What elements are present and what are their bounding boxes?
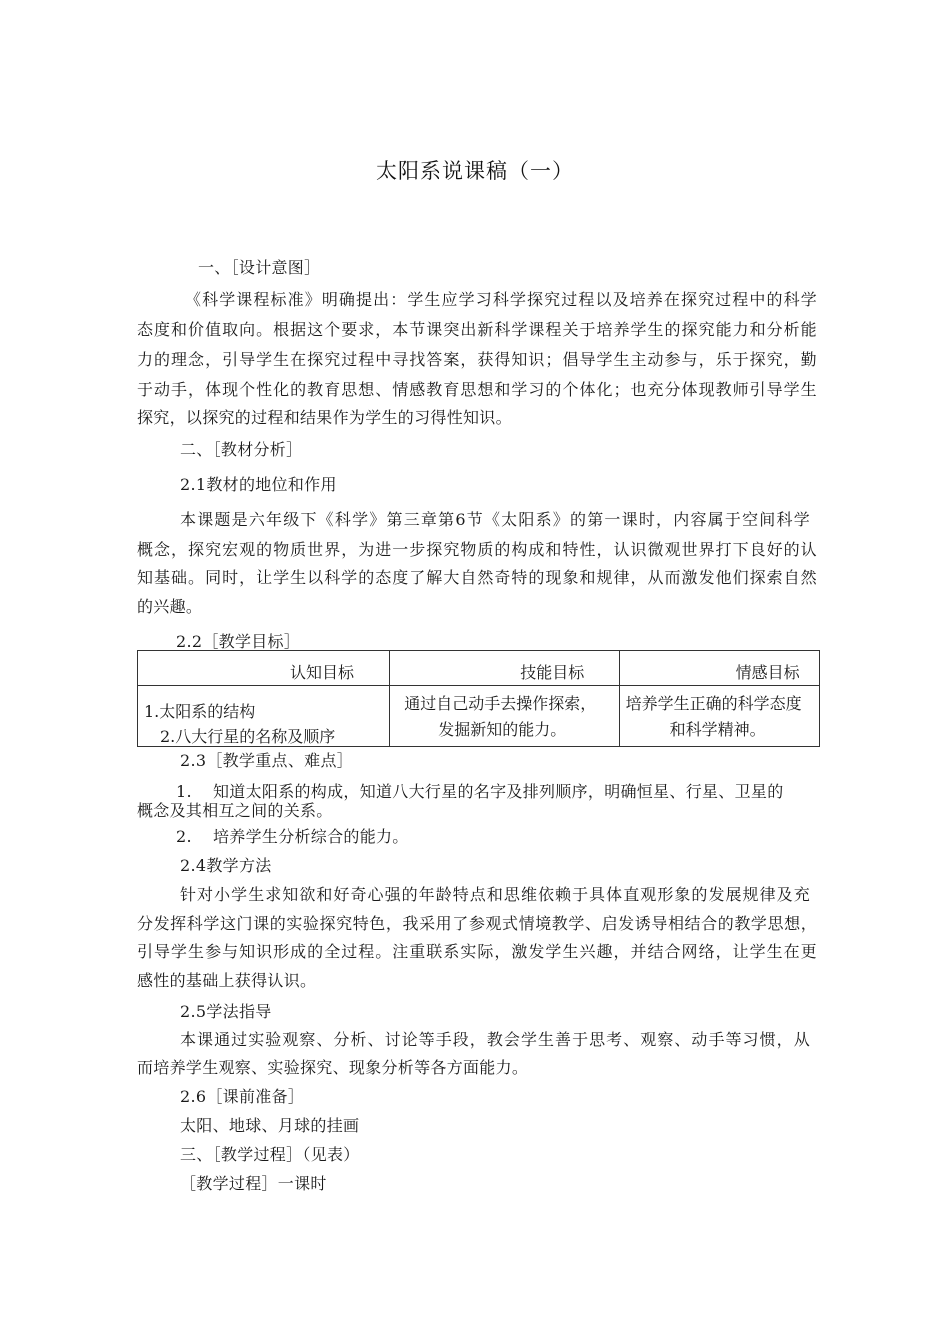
s2-5-para-line: 本课通过实验观察、分析、讨论等手段，教会学生善于思考、观察、动手等习惯，从 [180,1030,810,1049]
subsection-2-3: 2.3［教学重点、难点］ [180,751,354,770]
skill-goal-line-1: 通过自己动手去操作探索， [404,694,597,713]
section-3-sub: ［教学过程］一课时 [180,1174,327,1193]
table-header-cell [138,651,390,686]
s2-para-line: 知基础。同时，让学生以科学的态度了解大自然奇特的现象和规律，从而激发他们探索自然 [137,568,817,587]
point-2-line: 培养学生分析综合的能力。 [213,827,409,846]
emotion-goal-line-2: 和科学精神。 [669,720,766,739]
section-1-heading: 一、［设计意图］ [198,258,321,277]
table-row [138,686,820,747]
subsection-2-1: 2.1教材的地位和作用 [180,475,337,494]
s1-para-line: 《科学课程标准》明确提出：学生应学习科学探究过程以及培养在探究过程中的科学 [185,290,817,309]
s1-para-line: 于动手，体现个性化的教育思想、情感教育思想和学习的个体化；也充分体现教师引导学生 [137,380,817,399]
cognitive-goal-2: 2.八大行星的名称及顺序 [160,727,336,746]
subsection-2-5: 2.5学法指导 [180,1002,272,1021]
emotion-goal-line-1: 培养学生正确的科学态度 [625,694,802,713]
s2-4-para-line: 分发挥科学这门课的实验探究特色，我采用了参观式情境教学、启发诱导相结合的教学思想， [137,914,817,933]
s1-para-line: 力的理念，引导学生在探究过程中寻找答案，获得知识；倡导学生主动参与，乐于探究，勤 [137,350,817,369]
s1-para-line: 态度和价值取向。根据这个要求，本节课突出新科学课程关于培养学生的探究能力和分析能 [137,320,817,339]
table-header-row [138,651,820,686]
page-title: 太阳系说课稿（一） [376,159,574,183]
skill-goal-line-2: 发掘新知的能力。 [438,720,567,739]
section-3-heading: 三、［教学过程］（见表） [180,1145,360,1164]
cognitive-goal-1: 1.太阳系的结构 [144,702,256,721]
table-header-cell [390,651,619,686]
point-1-line: 知道太阳系的构成，知道八大行星的名字及排列顺序，明确恒星、行星、卫星的 [213,782,784,801]
point-1-line: 概念及其相互之间的关系。 [137,801,333,820]
section-2-heading: 二、［教材分析］ [180,440,303,459]
subsection-2-6: 2.6［课前准备］ [180,1087,305,1106]
table-cell [138,686,390,747]
s2-para-line: 概念，探究宏观的物质世界，为进一步探究物质的构成和特性，认识微观世界打下良好的认 [137,540,817,559]
preparation-text: 太阳、地球、月球的挂画 [180,1116,360,1135]
s2-4-para-line: 针对小学生求知欲和好奇心强的年龄特点和思维依赖于具体直观形象的发展规律及充 [180,885,810,904]
s1-para-line: 探究，以探究的过程和结果作为学生的习得性知识。 [137,408,512,427]
subsection-2-2: 2.2［教学目标］ [176,632,301,651]
s2-para-line: 本课题是六年级下《科学》第三章第6节《太阳系》的第一课时，内容属于空间科学 [180,510,810,529]
s2-4-para-line: 感性的基础上获得认识。 [137,971,317,990]
header-cognitive: 认知目标 [290,663,355,682]
header-emotion: 情感目标 [735,663,800,682]
subsection-2-4: 2.4教学方法 [180,856,272,875]
s2-4-para-line: 引导学生参与知识形成的全过程。注重联系实际，激发学生兴趣，并结合网络，让学生在更 [137,942,817,961]
table-header-cell [619,651,819,686]
point-2-number: 2. [176,827,192,846]
teaching-goals-table [137,650,820,747]
s2-para-line: 的兴趣。 [137,597,203,616]
s2-5-para-line: 而培养学生观察、实验探究、现象分析等各方面能力。 [137,1058,529,1077]
point-1-number: 1. [176,782,192,801]
table-cell [390,686,619,747]
table-cell [619,686,819,747]
header-skill: 技能目标 [520,663,585,682]
